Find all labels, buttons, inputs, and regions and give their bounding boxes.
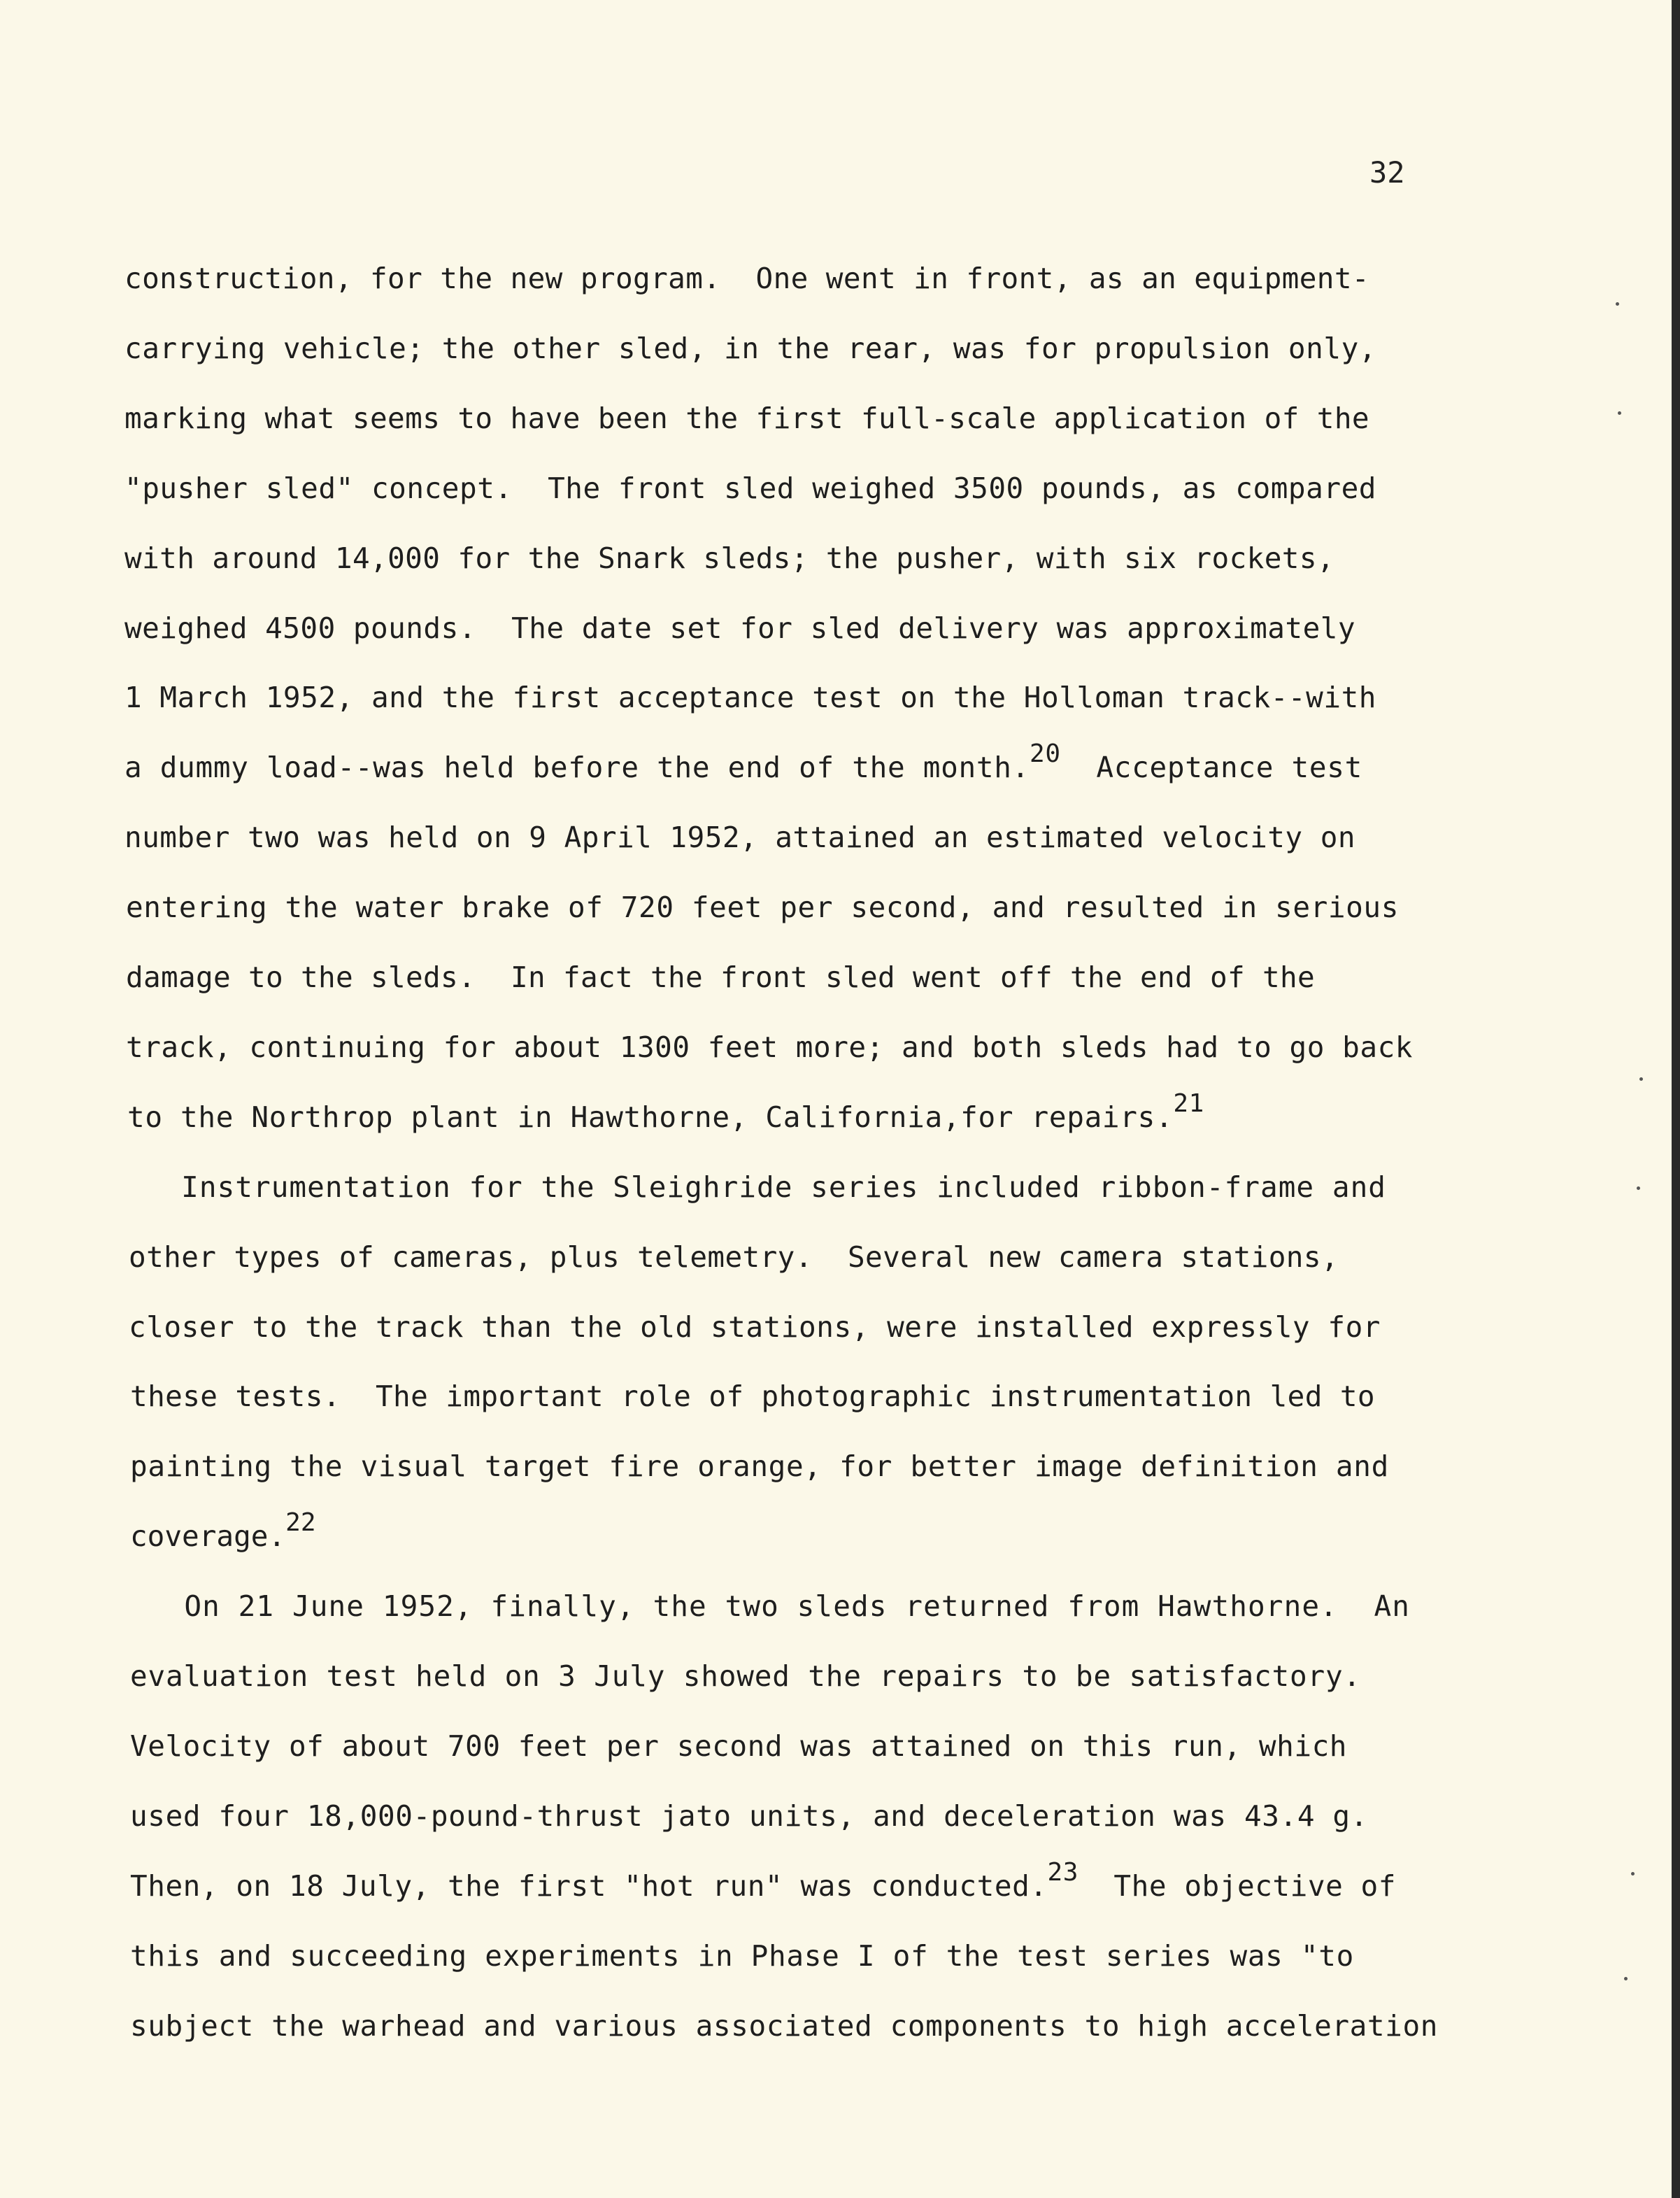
line-text: Instrumentation for the Sleighride series included ribbon-frame and bbox=[127, 1170, 1386, 1204]
text-line bbox=[130, 1938, 1354, 1973]
scan-speck bbox=[1618, 411, 1621, 415]
scan-border bbox=[1672, 0, 1680, 2198]
line-text: construction, for the new program. One went in front, as an equipment- bbox=[124, 262, 1369, 295]
line-text: 1 March 1952, and the first acceptance test on the Holloman track--with bbox=[124, 681, 1376, 715]
line-text: closer to the track than the old stations, were installed expressly for bbox=[129, 1310, 1381, 1344]
footnote-marker: 21 bbox=[1173, 1089, 1204, 1118]
page-number: 32 bbox=[1369, 155, 1405, 190]
line-text: to the Northrop plant in Hawthorne, California,for repairs. bbox=[127, 1100, 1174, 1134]
text-line bbox=[124, 541, 1334, 575]
text-line bbox=[130, 1508, 316, 1554]
footnote-marker: 20 bbox=[1029, 739, 1061, 769]
line-text: these tests. The important role of photographic instrumentation led to bbox=[130, 1380, 1375, 1414]
text-line bbox=[130, 1589, 1410, 1624]
text-line bbox=[124, 264, 1369, 293]
line-text: used four 18,000-pound-thrust jato units, and deceleration was 43.4 g. bbox=[130, 1799, 1368, 1833]
text-line bbox=[124, 471, 1376, 505]
text-line bbox=[130, 2008, 1438, 2043]
text-line bbox=[124, 739, 1363, 785]
text-line bbox=[130, 1380, 1375, 1414]
text-line bbox=[124, 681, 1376, 715]
text-line bbox=[129, 1310, 1381, 1344]
line-text: On 21 June 1952, finally, the two sleds returned from Hawthorne. An bbox=[130, 1589, 1410, 1624]
scan-speck bbox=[1631, 1872, 1635, 1876]
line-text: other types of cameras, plus telemetry. Several new camera stations, bbox=[129, 1240, 1339, 1274]
line-text: Then, on 18 July, the first "hot run" was conducted. bbox=[130, 1869, 1048, 1903]
text-line bbox=[126, 891, 1399, 925]
line-text: number two was held on 9 April 1952, attained an estimated velocity on bbox=[124, 821, 1355, 855]
line-text-continued: Acceptance test bbox=[1060, 751, 1363, 785]
footnote-marker: 23 bbox=[1047, 1857, 1079, 1887]
scan-speck bbox=[1637, 1186, 1640, 1190]
text-line bbox=[124, 821, 1355, 855]
text-line bbox=[124, 331, 1376, 365]
line-text: subject the warhead and various associated components to high acceleration bbox=[130, 2008, 1438, 2043]
line-text: damage to the sleds. In fact the front sled went off the end of the bbox=[126, 960, 1315, 994]
line-text: entering the water brake of 720 feet per second, and resulted in serious bbox=[126, 891, 1399, 925]
line-text: track, continuing for about 1300 feet more; and both sleds had to go back bbox=[126, 1030, 1413, 1064]
line-text: with around 14,000 for the Snark sleds; the pusher, with six rockets, bbox=[124, 541, 1334, 575]
scan-speck bbox=[1624, 1977, 1628, 1980]
text-line bbox=[126, 1030, 1413, 1064]
scan-speck bbox=[1616, 302, 1619, 306]
line-text: a dummy load--was held before the end of the month. bbox=[124, 751, 1030, 785]
text-line bbox=[130, 1659, 1361, 1693]
text-line bbox=[130, 1729, 1347, 1763]
text-line bbox=[127, 1170, 1386, 1204]
line-text: carrying vehicle; the other sled, in the rear, was for propulsion only, bbox=[124, 331, 1376, 365]
footnote-marker: 22 bbox=[285, 1508, 316, 1538]
line-text-continued: The objective of bbox=[1078, 1869, 1396, 1903]
line-text: this and succeeding experiments in Phase I of the test series was "to bbox=[130, 1938, 1354, 1973]
text-line bbox=[129, 1240, 1339, 1274]
text-line bbox=[127, 1089, 1204, 1134]
line-text: coverage. bbox=[130, 1519, 286, 1554]
text-line bbox=[130, 1449, 1389, 1484]
scan-speck bbox=[1639, 1077, 1643, 1081]
line-text: weighed 4500 pounds. The date set for sled delivery was approximately bbox=[124, 611, 1355, 645]
line-text: painting the visual target fire orange, for better image definition and bbox=[130, 1449, 1389, 1484]
text-line bbox=[124, 401, 1369, 435]
line-text: Velocity of about 700 feet per second was attained on this run, which bbox=[130, 1729, 1347, 1763]
text-line bbox=[126, 960, 1315, 994]
line-text: evaluation test held on 3 July showed the repairs to be satisfactory. bbox=[130, 1659, 1361, 1693]
line-text: marking what seems to have been the first full-scale application of the bbox=[124, 401, 1369, 435]
text-line bbox=[124, 611, 1355, 645]
line-text: "pusher sled" concept. The front sled weighed 3500 pounds, as compared bbox=[124, 471, 1376, 505]
text-line bbox=[130, 1857, 1396, 1903]
text-line bbox=[130, 1799, 1368, 1833]
